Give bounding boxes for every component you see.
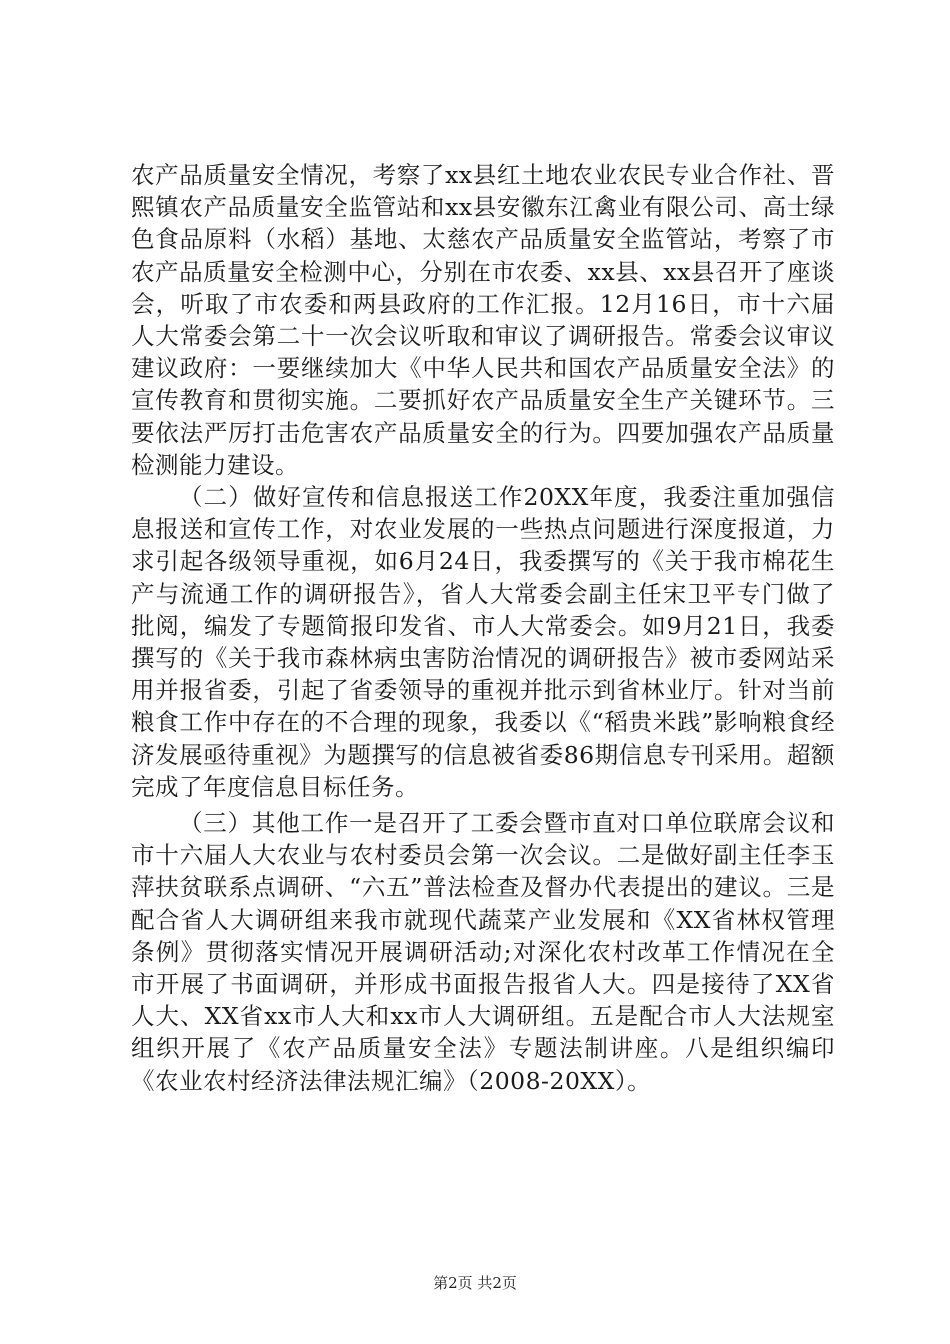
paragraph-section-two: （二）做好宣传和信息报送工作20XX年度，我委注重加强信息报送和宣传工作，对农业发展的一些热点问题进行深度报道，力求引起各级领导重视，如6月24日，我委撰写的《关于我市棉花生产与流通工作的调研报告》，省人大常委会副主任宋卫平专门做了批阅，编发了专题简报印发省、市人大常委会。如9月21日，我委撰写的《关于我市森林病虫害防治情况的调研报告》被市委网站采用并报省委，引起了省委领导的重视并批示到省林业厅。针对当前粮食工作中存在的不合理的现象，我委以《“稻贵米践”影响粮食经济发展亟待重视》为题撰写的信息被省委86期信息专刊采用。超额完成了年度信息目标任务。	[131, 483, 835, 801]
paragraph-section-three: （三）其他工作一是召开了工委会暨市直对口单位联席会议和市十六届人大农业与农村委员会第一次会议。二是做好副主任李玉萍扶贫联系点调研、“六五”普法检查及督办代表提出的建议。三是配合省人大调研组来我市就现代蔬菜产业发展和《XX省林权管理条例》贯彻落实情况开展调研活动;对深化农村改革工作情况在全市开展了书面调研，并形成书面报告报省人大。四是接待了XX省人大、XX省xx市人大和xx市人大调研组。五是配合市人大法规室组织开展了《农产品质量安全法》专题法制讲座。八是组织编印《农业农村经济法律法规汇编》（2008-20XX）。	[131, 809, 835, 1095]
document-body	[131, 159, 835, 1097]
paragraph-continuation: 农产品质量安全情况，考察了xx县红土地农业农民专业合作社、晋熙镇农产品质量安全监管站和xx县安徽东江禽业有限公司、高士绿色食品原料（水稻）基地、太慈农产品质量安全监管站，考察了市农产品质量安全检测中心，分别在市农委、xx县、xx县召开了座谈会，听取了市农委和两县政府的工作汇报。12月16日，市十六届人大常委会第二十一次会议听取和审议了调研报告。常委会议审议建议政府：一要继续加大《中华人民共和国农产品质量安全法》的宣传教育和贯彻实施。二要抓好农产品质量安全生产关键环节。三要依法严厉打击危害农产品质量安全的行为。四要加强农产品质量检测能力建设。	[131, 161, 835, 479]
page-number-footer: 第2页 共2页	[433, 1274, 517, 1292]
